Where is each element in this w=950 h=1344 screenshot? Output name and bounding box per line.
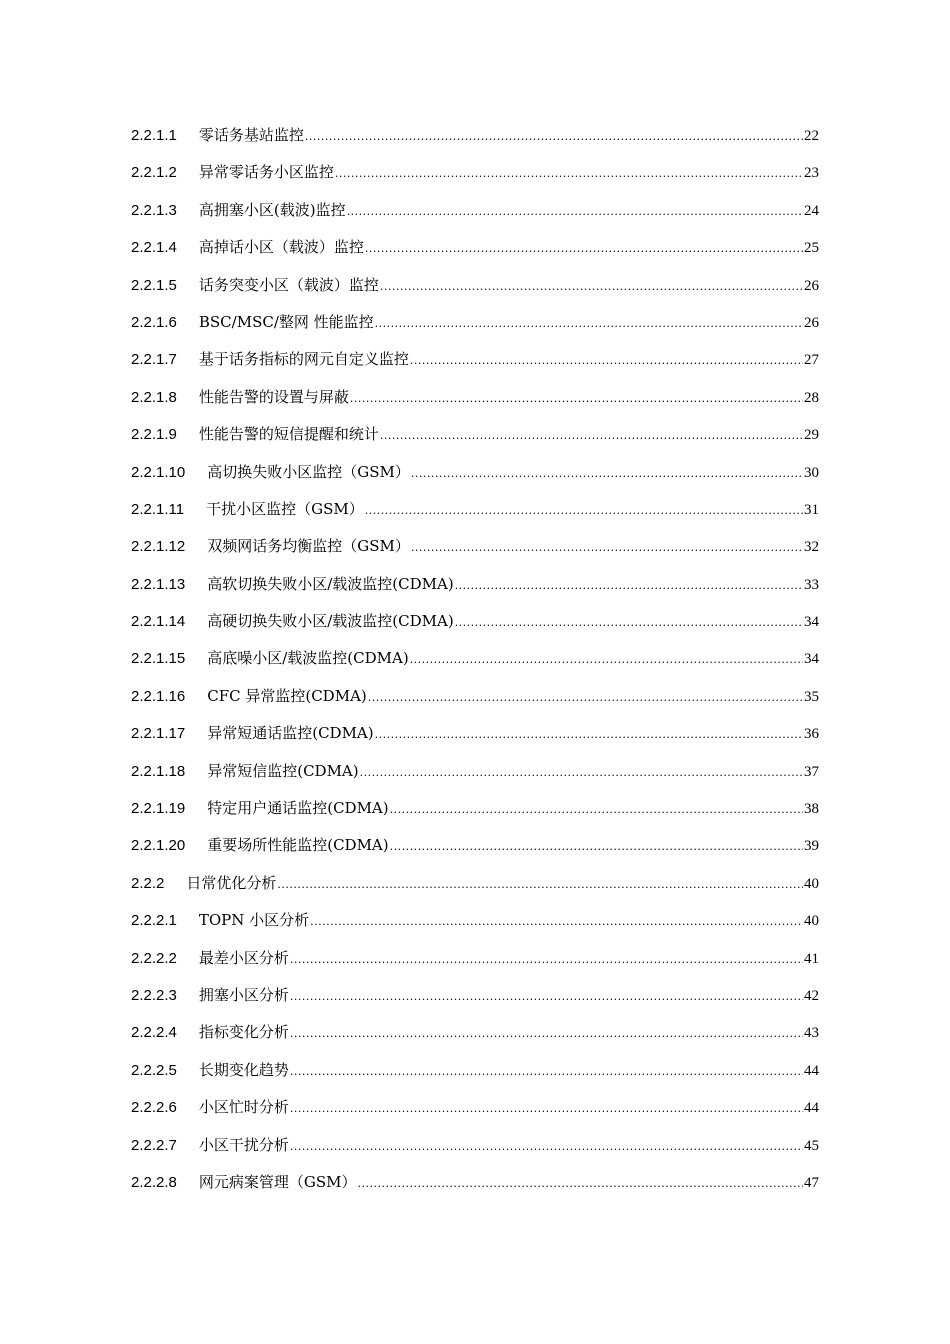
toc-entry-number: 2.2.1.12 xyxy=(131,538,186,556)
toc-entry-number: 2.2.2.6 xyxy=(131,1099,177,1117)
toc-entry-page-number: 44 xyxy=(804,1100,819,1117)
toc-entry-title: 异常短信监控(CDMA) xyxy=(207,761,359,780)
toc-entry-page-number: 31 xyxy=(804,501,819,518)
toc-entry-title: 高底噪小区/载波监控(CDMA) xyxy=(207,649,409,668)
toc-entry-page-number: 43 xyxy=(804,1025,819,1042)
toc-entry-number: 2.2.1.19 xyxy=(131,800,186,818)
toc-dot-leader xyxy=(375,317,803,330)
toc-entry-title: 异常零话务小区监控 xyxy=(198,163,334,182)
toc-entry-title: 性能告警的设置与屏蔽 xyxy=(198,387,349,406)
toc-dot-leader xyxy=(290,953,803,966)
toc-entry-page-number: 29 xyxy=(804,427,819,444)
toc-entry-title: 干扰小区监控（GSM） xyxy=(206,499,364,518)
toc-entry-title: 基于话务指标的网元自定义监控 xyxy=(198,350,409,369)
toc-entry[interactable] xyxy=(131,1134,819,1171)
toc-entry-page-number: 34 xyxy=(804,651,819,668)
toc-dot-leader xyxy=(347,205,803,218)
toc-entry[interactable] xyxy=(131,1096,819,1133)
toc-entry-number: 2.2.2.7 xyxy=(131,1136,177,1154)
table-of-contents xyxy=(131,124,819,1208)
toc-dot-leader xyxy=(290,1065,803,1078)
toc-entry-number: 2.2.1.16 xyxy=(131,687,186,705)
toc-entry-page-number: 37 xyxy=(804,763,819,780)
toc-entry-page-number: 42 xyxy=(804,987,819,1004)
toc-dot-leader xyxy=(380,280,803,293)
toc-entry[interactable] xyxy=(131,909,819,946)
toc-entry-page-number: 24 xyxy=(804,202,819,219)
toc-entry-number: 2.2.1.15 xyxy=(131,650,186,668)
toc-entry[interactable] xyxy=(131,498,819,535)
toc-dot-leader xyxy=(290,1140,803,1153)
toc-entry-title: 长期变化趋势 xyxy=(198,1060,289,1079)
toc-entry-page-number: 23 xyxy=(804,165,819,182)
toc-entry-number: 2.2.2 xyxy=(131,874,165,892)
toc-dot-leader xyxy=(390,803,803,816)
toc-entry[interactable] xyxy=(131,423,819,460)
toc-dot-leader xyxy=(455,579,803,592)
toc-entry-page-number: 41 xyxy=(804,950,819,967)
toc-entry-title: 最差小区分析 xyxy=(198,948,289,967)
toc-entry-title: BSC/MSC/整网 性能监控 xyxy=(198,312,374,331)
toc-entry-number: 2.2.1.5 xyxy=(131,276,177,294)
toc-entry-page-number: 28 xyxy=(804,389,819,406)
toc-entry-page-number: 22 xyxy=(804,128,819,144)
toc-entry-title: 高拥塞小区(载波)监控 xyxy=(198,200,346,219)
toc-entry-number: 2.2.1.9 xyxy=(131,426,177,444)
toc-entry-page-number: 36 xyxy=(804,726,819,743)
toc-entry-page-number: 39 xyxy=(804,838,819,855)
toc-entry[interactable] xyxy=(131,274,819,311)
toc-dot-leader xyxy=(277,878,803,891)
toc-entry-page-number: 47 xyxy=(804,1174,819,1191)
toc-dot-leader xyxy=(290,1102,803,1115)
toc-entry-page-number: 26 xyxy=(804,277,819,294)
toc-entry[interactable] xyxy=(131,1059,819,1096)
toc-entry[interactable] xyxy=(131,348,819,385)
toc-entry-number: 2.2.1.13 xyxy=(131,575,186,593)
toc-entry[interactable] xyxy=(131,685,819,722)
toc-entry-title: 拥塞小区分析 xyxy=(198,985,289,1004)
toc-entry-number: 2.2.1.1 xyxy=(131,127,177,144)
toc-entry[interactable] xyxy=(131,834,819,871)
toc-entry-page-number: 40 xyxy=(804,913,819,930)
toc-dot-leader xyxy=(380,429,803,442)
toc-entry-number: 2.2.2.4 xyxy=(131,1024,177,1042)
toc-entry-page-number: 44 xyxy=(804,1062,819,1079)
toc-entry-page-number: 26 xyxy=(804,314,819,331)
toc-entry[interactable] xyxy=(131,760,819,797)
toc-entry-page-number: 25 xyxy=(804,240,819,257)
toc-dot-leader xyxy=(368,691,803,704)
toc-entry[interactable] xyxy=(131,722,819,759)
toc-entry-title: 性能告警的短信提醒和统计 xyxy=(198,425,379,444)
toc-entry-title: 小区干扰分析 xyxy=(198,1135,289,1154)
toc-dot-leader xyxy=(375,728,803,741)
toc-entry-number: 2.2.1.6 xyxy=(131,313,177,331)
toc-entry-number: 2.2.1.20 xyxy=(131,837,186,855)
toc-entry-title: 话务突变小区（载波）监控 xyxy=(198,275,379,294)
toc-entry-title: 日常优化分析 xyxy=(186,873,277,892)
toc-entry-page-number: 35 xyxy=(804,688,819,705)
toc-dot-leader xyxy=(410,354,803,367)
toc-entry[interactable] xyxy=(131,386,819,423)
toc-entry[interactable] xyxy=(131,872,819,909)
toc-entry[interactable] xyxy=(131,984,819,1021)
toc-entry-title: 高硬切换失败小区/载波监控(CDMA) xyxy=(207,612,454,631)
toc-dot-leader xyxy=(455,616,803,629)
toc-entry-title: 双频网话务均衡监控（GSM） xyxy=(207,537,410,556)
toc-entry-page-number: 32 xyxy=(804,539,819,556)
toc-dot-leader xyxy=(390,840,803,853)
toc-entry-number: 2.2.1.8 xyxy=(131,388,177,406)
toc-entry-number: 2.2.1.7 xyxy=(131,351,177,369)
toc-entry[interactable] xyxy=(131,124,819,161)
toc-entry-title: TOPN 小区分析 xyxy=(198,911,310,930)
toc-entry-title: 重要场所性能监控(CDMA) xyxy=(207,836,389,855)
toc-entry-number: 2.2.2.3 xyxy=(131,986,177,1004)
toc-entry-title: 指标变化分析 xyxy=(198,1023,289,1042)
toc-dot-leader xyxy=(358,1177,804,1190)
toc-entry[interactable] xyxy=(131,311,819,348)
toc-entry-page-number: 40 xyxy=(804,875,819,892)
toc-entry[interactable] xyxy=(131,1021,819,1058)
toc-dot-leader xyxy=(411,467,803,480)
toc-dot-leader xyxy=(411,541,803,554)
toc-entry-number: 2.2.1.17 xyxy=(131,725,186,743)
toc-dot-leader xyxy=(290,990,803,1003)
toc-entry-title: 高切换失败小区监控（GSM） xyxy=(207,462,410,481)
toc-entry-page-number: 45 xyxy=(804,1137,819,1154)
toc-entry[interactable] xyxy=(131,647,819,684)
toc-dot-leader xyxy=(365,242,803,255)
toc-entry-title: CFC 异常监控(CDMA) xyxy=(207,686,367,705)
toc-entry-title: 特定用户通话监控(CDMA) xyxy=(207,799,389,818)
toc-entry-page-number: 27 xyxy=(804,352,819,369)
toc-dot-leader xyxy=(310,915,803,928)
toc-dot-leader xyxy=(350,392,803,405)
toc-entry-title: 网元病案管理（GSM） xyxy=(198,1172,357,1191)
toc-entry-title: 异常短通话监控(CDMA) xyxy=(207,724,374,743)
toc-entry-number: 2.2.1.14 xyxy=(131,613,186,631)
toc-entry-page-number: 34 xyxy=(804,614,819,631)
toc-dot-leader xyxy=(335,167,803,180)
toc-dot-leader xyxy=(305,130,803,143)
toc-entry-page-number: 30 xyxy=(804,464,819,481)
toc-entry[interactable] xyxy=(131,161,819,198)
toc-dot-leader xyxy=(360,766,803,779)
toc-entry-title: 小区忙时分析 xyxy=(198,1098,289,1117)
toc-entry[interactable] xyxy=(131,797,819,834)
toc-entry-number: 2.2.2.1 xyxy=(131,912,177,930)
toc-entry-number: 2.2.1.18 xyxy=(131,762,186,780)
toc-entry[interactable] xyxy=(131,535,819,572)
toc-dot-leader xyxy=(290,1027,803,1040)
toc-entry-title: 零话务基站监控 xyxy=(198,126,304,144)
toc-entry-number: 2.2.1.11 xyxy=(131,500,185,518)
toc-entry-page-number: 38 xyxy=(804,801,819,818)
toc-dot-leader xyxy=(365,504,803,517)
toc-entry[interactable] xyxy=(131,610,819,647)
toc-entry-number: 2.2.1.2 xyxy=(131,164,177,182)
toc-entry-number: 2.2.2.8 xyxy=(131,1173,177,1191)
toc-entry[interactable] xyxy=(131,199,819,236)
toc-entry-number: 2.2.1.10 xyxy=(131,463,186,481)
toc-entry-title: 高掉话小区（载波）监控 xyxy=(198,238,364,257)
toc-entry[interactable] xyxy=(131,1171,819,1208)
toc-entry[interactable] xyxy=(131,236,819,273)
toc-entry-number: 2.2.2.2 xyxy=(131,949,177,967)
toc-entry-title: 高软切换失败小区/载波监控(CDMA) xyxy=(207,574,454,593)
toc-entry[interactable] xyxy=(131,947,819,984)
toc-entry-number: 2.2.1.4 xyxy=(131,239,177,257)
toc-entry[interactable] xyxy=(131,573,819,610)
toc-entry[interactable] xyxy=(131,461,819,498)
toc-entry-number: 2.2.2.5 xyxy=(131,1061,177,1079)
toc-entry-number: 2.2.1.3 xyxy=(131,201,177,219)
toc-entry-page-number: 33 xyxy=(804,576,819,593)
toc-dot-leader xyxy=(410,653,803,666)
